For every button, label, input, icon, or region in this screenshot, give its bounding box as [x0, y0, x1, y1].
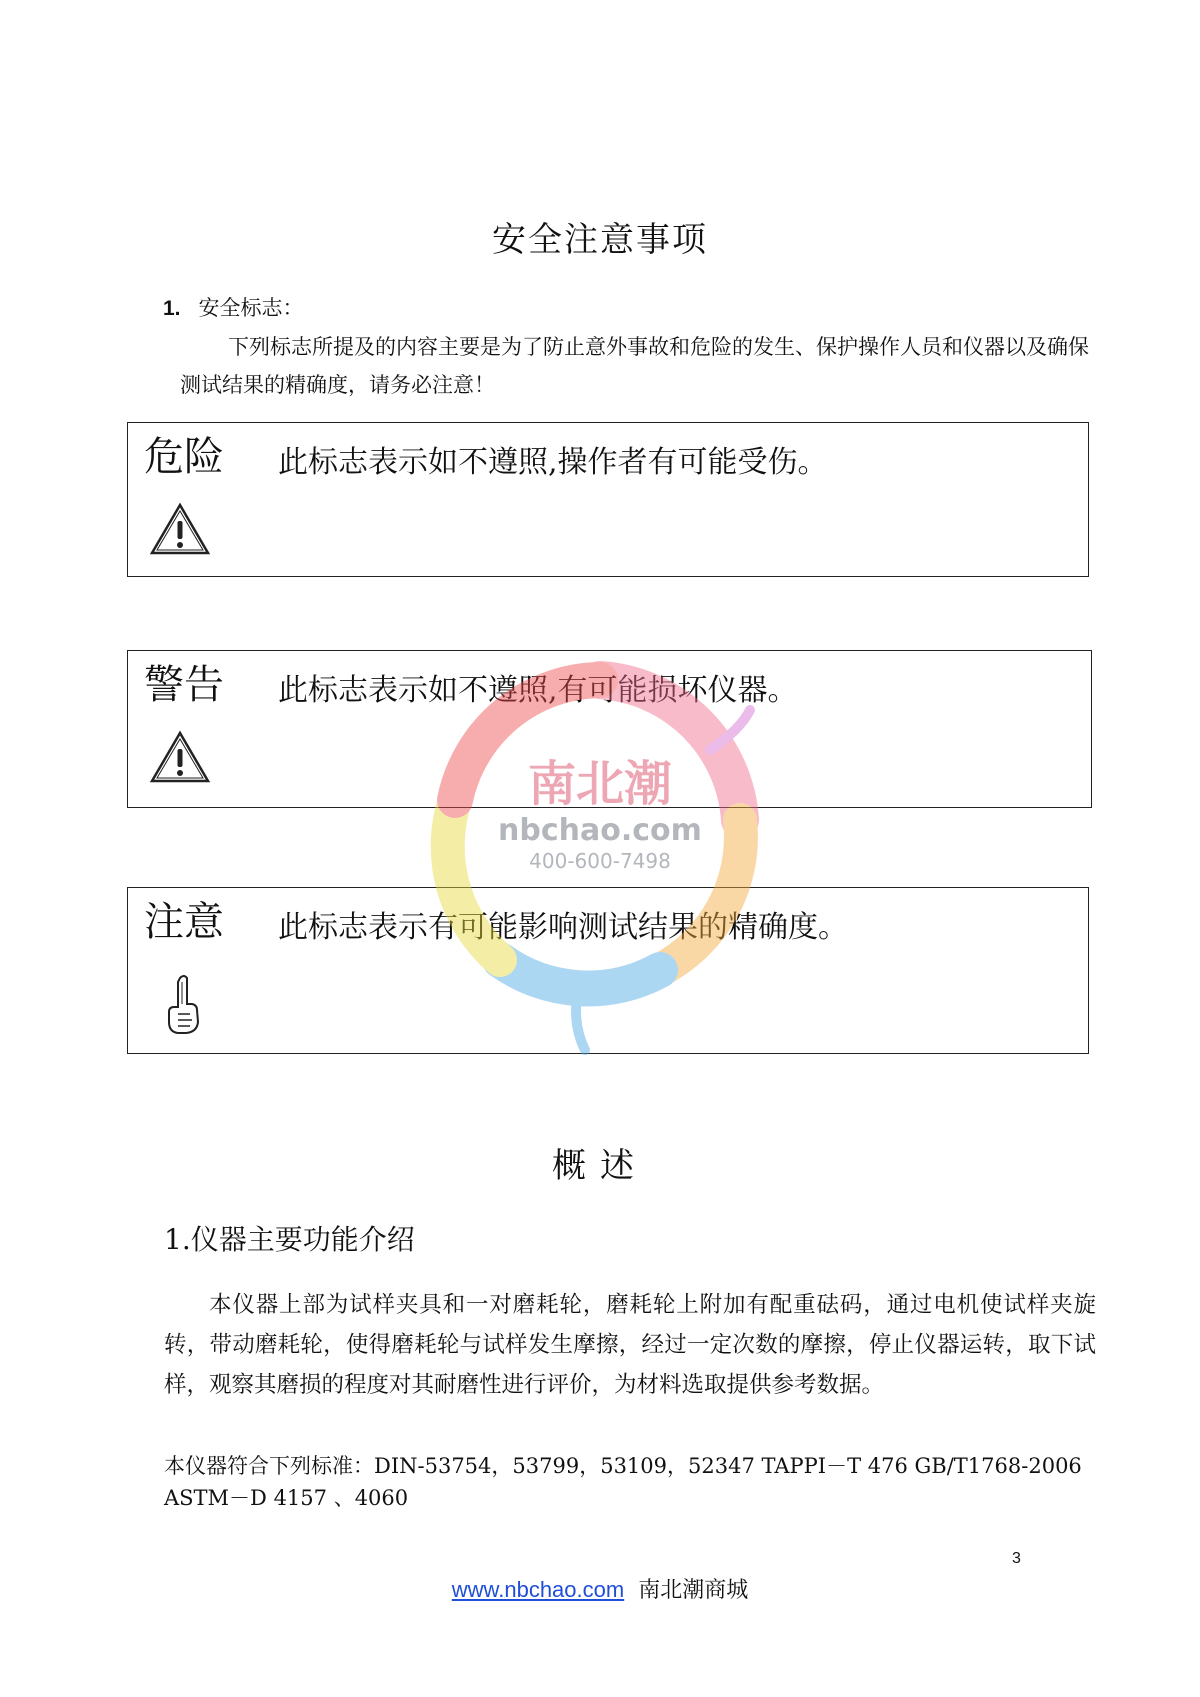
page-number: 3	[1012, 1550, 1021, 1567]
caution-label: 注意	[144, 899, 224, 945]
footer-website-link[interactable]: www.nbchao.com	[451, 1577, 625, 1602]
standards-line-1: 本仪器符合下列标准：DIN-53754，53799，53109，52347 TAPPI－T 476 GB/T1768-2006	[164, 1454, 1082, 1478]
watermark-brand: 南北潮	[527, 756, 673, 812]
warning-triangle-icon	[148, 729, 212, 789]
danger-description: 此标志表示如不遵照,操作者有可能受伤。	[278, 445, 828, 480]
standards-line-2: ASTM－D 4157 、4060	[164, 1486, 409, 1510]
caution-description: 此标志表示有可能影响测试结果的精确度。	[278, 910, 848, 945]
warning-triangle-icon	[148, 501, 212, 561]
standards-text	[164, 1450, 1104, 1514]
footer	[0, 1573, 1200, 1604]
footer-store-name: 南北潮商城	[638, 1578, 749, 1603]
page-title: 安全注意事项	[492, 220, 708, 260]
warning-description: 此标志表示如不遵照,有可能损坏仪器。	[278, 673, 798, 708]
intro-paragraph: 下列标志所提及的内容主要是为了防止意外事故和危险的发生、保护操作人员和仪器以及确保测试结果的精确度，请务必注意！	[180, 335, 1089, 397]
overview-body: 本仪器上部为试样夹具和一对磨耗轮，磨耗轮上附加有配重砝码，通过电机使试样夹旋转，带动磨耗轮，使得磨耗轮与试样发生摩擦，经过一定次数的摩擦，停止仪器运转，取下试样，观察其磨损的程度对其耐磨性进行评价，为材料选取提供参考数据。	[164, 1292, 1096, 1398]
overview-heading: 概述	[552, 1146, 648, 1186]
danger-label: 危险	[144, 434, 224, 480]
pointing-finger-icon	[164, 974, 204, 1040]
warning-label: 警告	[144, 662, 224, 708]
section-heading	[163, 292, 304, 322]
watermark-logo	[410, 640, 790, 1060]
watermark-phone: 400-600-7498	[529, 849, 671, 873]
section-heading-text: 安全标志：	[198, 296, 304, 320]
section-number: 1.	[163, 297, 181, 320]
danger-sign-box	[127, 422, 1089, 577]
overview-subheading: 1.仪器主要功能介绍	[164, 1223, 415, 1256]
watermark-domain: nbchao.com	[498, 813, 702, 848]
